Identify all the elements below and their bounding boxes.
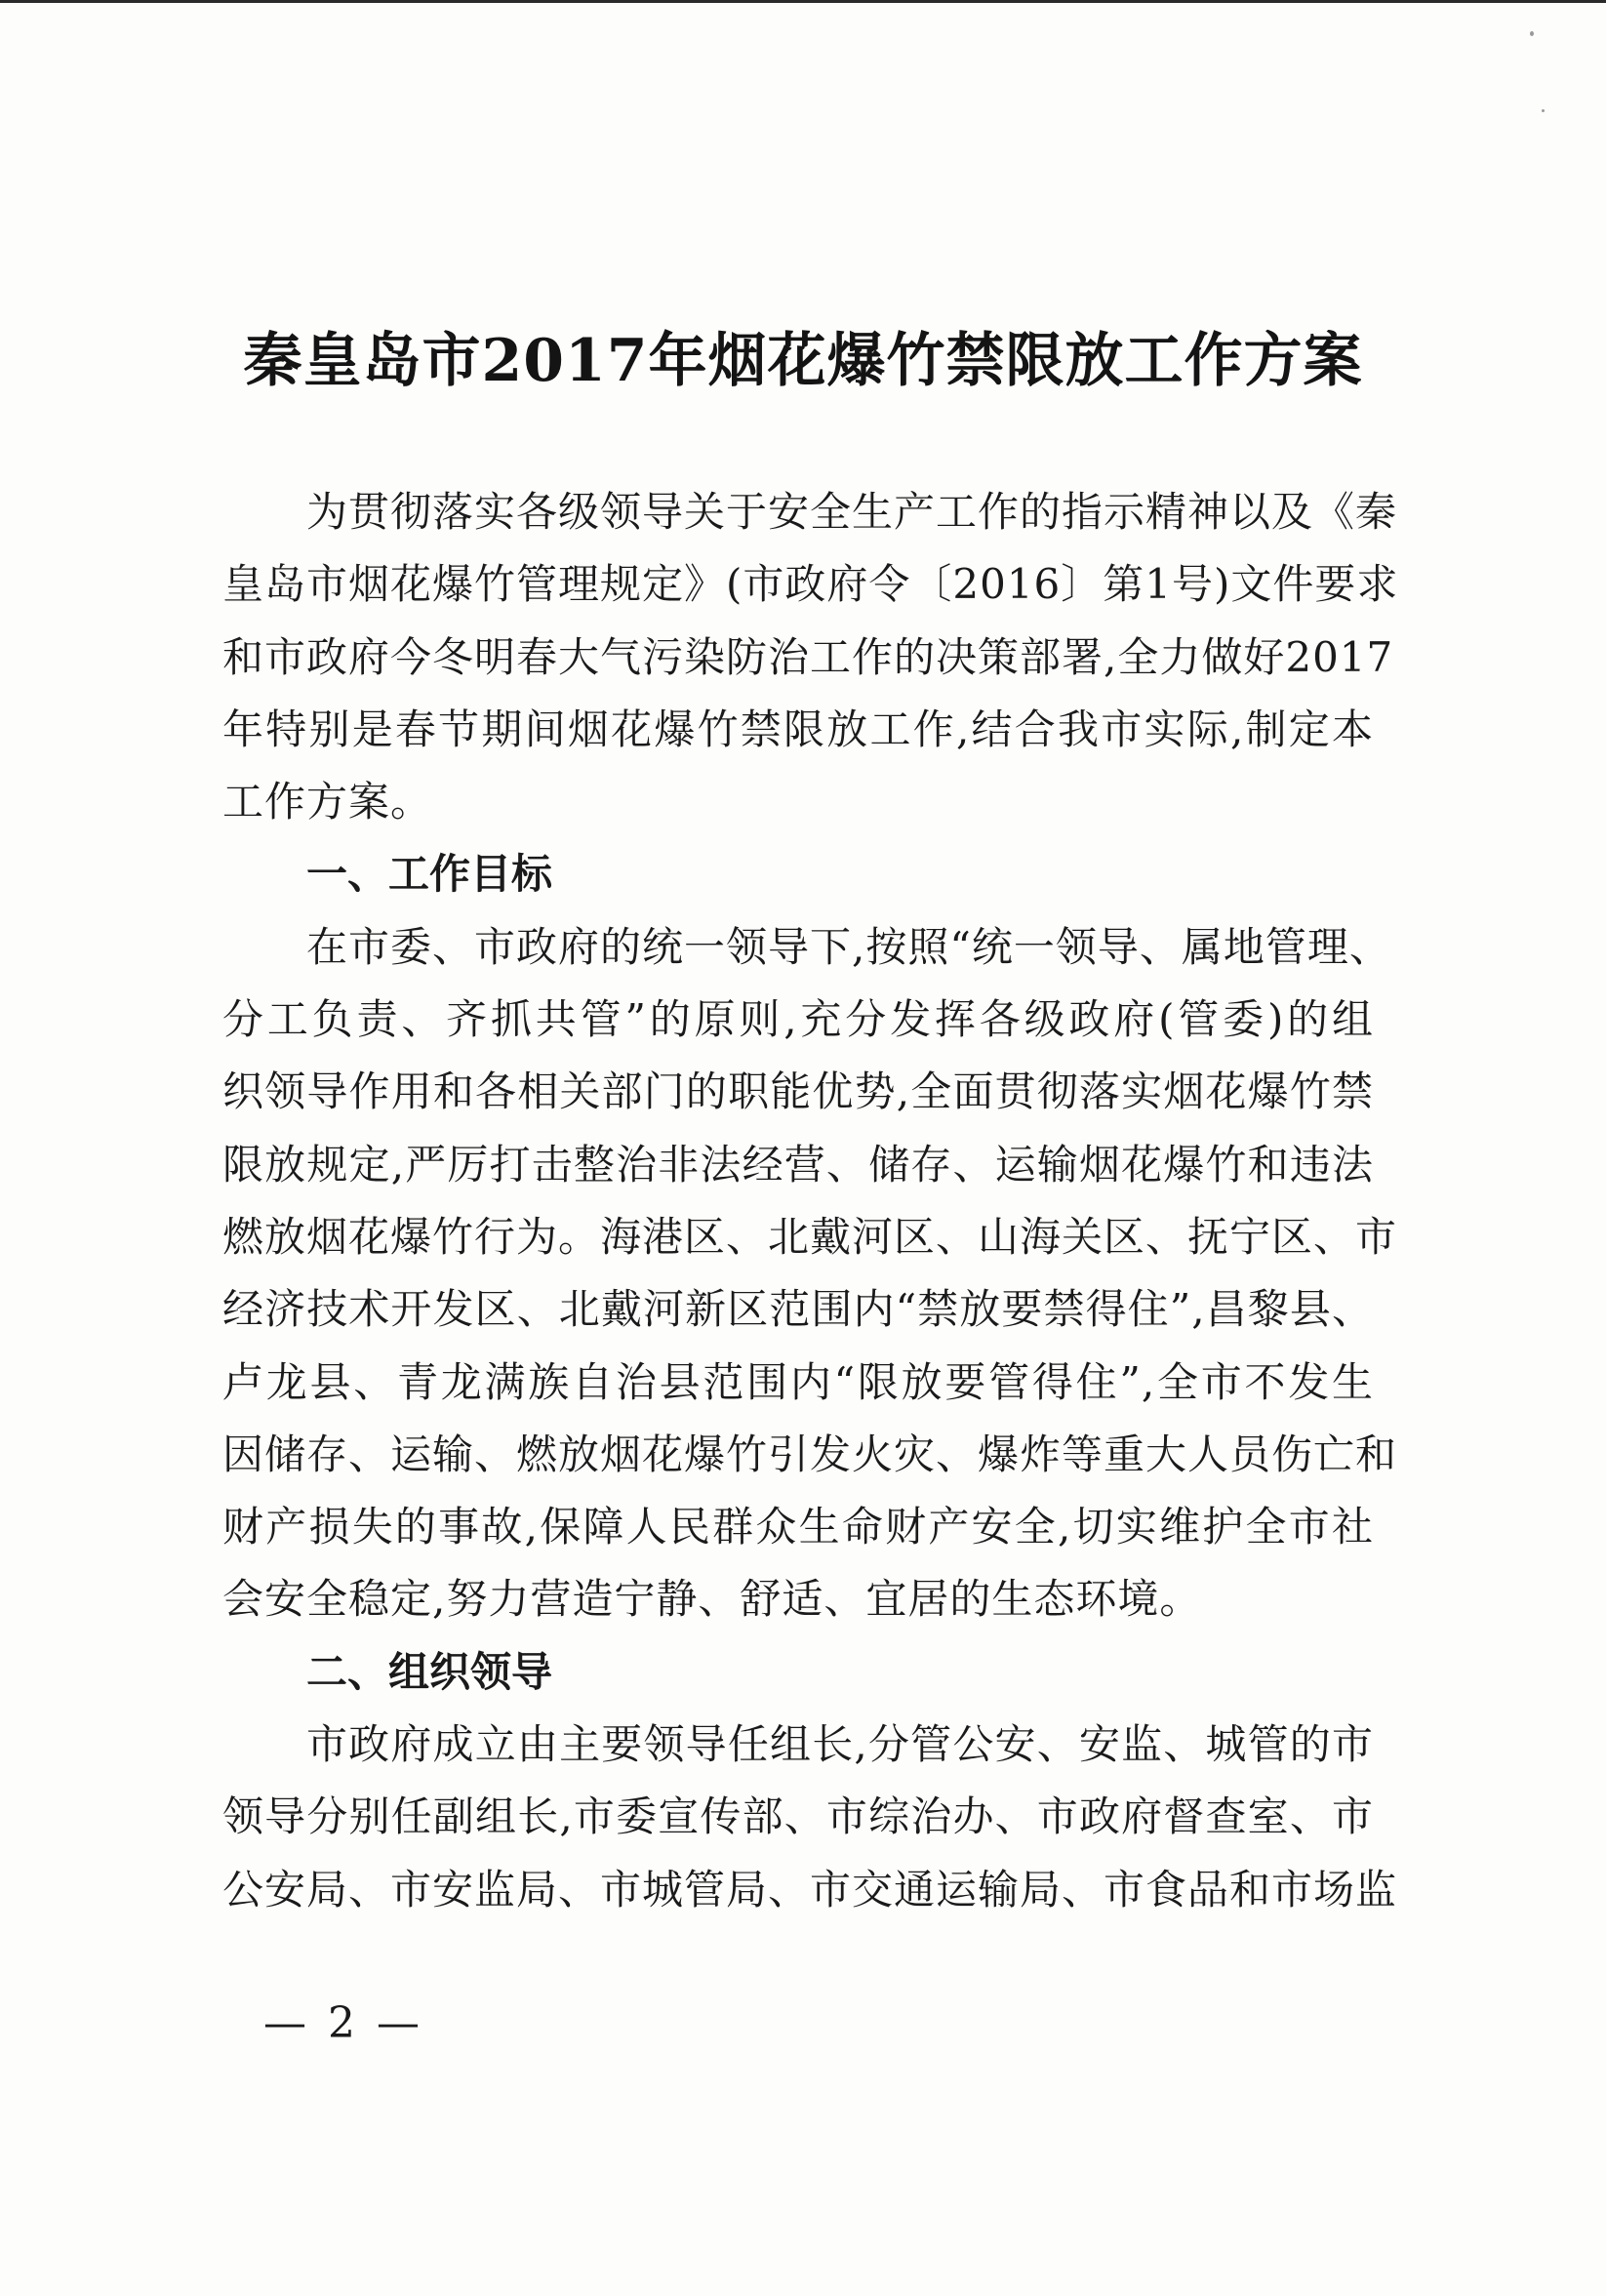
- paragraph-line: 会安全稳定,努力营造宁静、舒适、宜居的生态环境。: [222, 1575, 1202, 1624]
- paragraph-line: 分工负责、齐抓共管”的原则,充分发挥各级政府(管委)的组: [222, 995, 1374, 1044]
- paragraph-line: 为贯彻落实各级领导关于安全生产工作的指示精神以及《秦: [306, 488, 1398, 536]
- paragraph-line: 皇岛市烟花爆竹管理规定》(市政府令〔2016〕第1号)文件要求: [222, 560, 1399, 609]
- section-heading: 一、工作目标: [306, 850, 553, 899]
- scan-edge-line: [0, 0, 1606, 3]
- page-number: — 2 —: [263, 1998, 423, 2048]
- paragraph-line: 财产损失的事故,保障人民群众生命财产安全,切实维护全市社: [222, 1503, 1374, 1551]
- paragraph-line: 年特别是春节期间烟花爆竹禁限放工作,结合我市实际,制定本: [222, 705, 1374, 753]
- paragraph-line: 和市政府今冬明春大气污染防治工作的决策部署,全力做好2017: [222, 632, 1394, 681]
- paragraph-line: 经济技术开发区、北戴河新区范围内“禁放要禁得住”,昌黎县、: [222, 1285, 1374, 1334]
- paragraph-line: 市政府成立由主要领导任组长,分管公安、安监、城管的市: [306, 1720, 1374, 1769]
- paragraph-line: 限放规定,严厉打击整治非法经营、储存、运输烟花爆竹和违法: [222, 1140, 1374, 1188]
- paragraph-line: 在市委、市政府的统一领导下,按照“统一领导、属地管理、: [306, 922, 1391, 971]
- paragraph-line: 因储存、运输、燃放烟花爆竹引发火灾、爆炸等重大人员伤亡和: [222, 1430, 1398, 1478]
- paragraph-line: 公安局、市安监局、市城管局、市交通运输局、市食品和市场监: [222, 1865, 1398, 1913]
- document-body: [222, 476, 1399, 1926]
- paragraph-line: 领导分别任副组长,市委宣传部、市综治办、市政府督查室、市: [222, 1792, 1374, 1841]
- section-heading: 二、组织领导: [306, 1647, 553, 1696]
- scan-specks: [1508, 20, 1547, 137]
- paragraph-line: 燃放烟花爆竹行为。海港区、北戴河区、山海关区、抚宁区、市: [222, 1212, 1398, 1261]
- paragraph-line: 织领导作用和各相关部门的职能优势,全面贯彻落实烟花爆竹禁: [222, 1067, 1374, 1116]
- document-title: 秦皇岛市2017年烟花爆竹禁限放工作方案: [243, 327, 1363, 395]
- paragraph-line: 工作方案。: [222, 778, 433, 826]
- paragraph-line: 卢龙县、青龙满族自治县范围内“限放要管得住”,全市不发生: [222, 1357, 1374, 1406]
